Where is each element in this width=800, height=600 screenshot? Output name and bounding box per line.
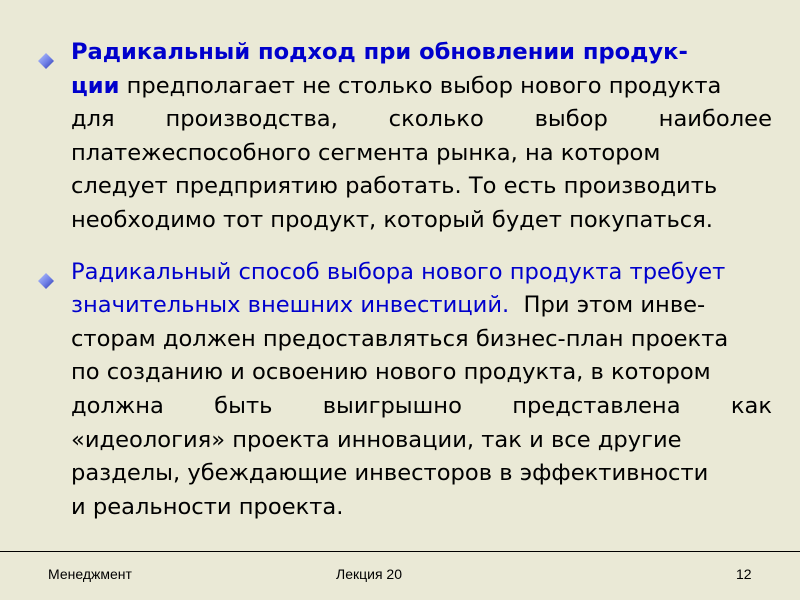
bullet-item bbox=[37, 36, 772, 238]
bullet-body-text: сторам должен предоставляться бизнес-план проекта bbox=[71, 325, 729, 352]
diamond-bullet-icon bbox=[38, 46, 54, 62]
bullet-body-text: следует предприятию работать. То есть производить bbox=[71, 173, 718, 200]
bullet-emphasis: Радикальный подход при обновлении продук- bbox=[71, 39, 688, 65]
bullet-text-line bbox=[71, 491, 772, 525]
footer-page-number: 12 bbox=[736, 566, 752, 582]
bullet-body-text: «идеология» проекта инновации, так и все другие bbox=[71, 426, 682, 453]
bullet-text-line bbox=[71, 70, 772, 104]
bullet-text-line bbox=[71, 390, 772, 424]
bullet-body-text: по созданию и освоению нового продукта, в котором bbox=[71, 359, 711, 386]
bullet-body-text: должна быть выигрышно представлена как bbox=[71, 392, 772, 419]
diamond-bullet-icon bbox=[38, 266, 54, 282]
footer-divider bbox=[0, 551, 800, 552]
bullet-text-line bbox=[71, 137, 772, 171]
bullet-emphasis: ции bbox=[71, 72, 120, 99]
footer-course-title: Менеджмент bbox=[48, 566, 132, 582]
bullet-text-line bbox=[71, 323, 772, 357]
bullet-text-line bbox=[71, 36, 772, 70]
bullet-text-line bbox=[71, 457, 772, 491]
bullet-text-line bbox=[71, 356, 772, 390]
bullet-highlight: Радикальный способ выбора нового продукта требует bbox=[71, 258, 726, 285]
bullet-text-line bbox=[71, 289, 772, 323]
bullet-body-text: При этом инве- bbox=[509, 292, 706, 319]
bullet-body-text: для производства, сколько выбор наиболее bbox=[71, 106, 772, 133]
bullet-text-line bbox=[71, 103, 772, 137]
bullet-item bbox=[37, 256, 772, 525]
bullet-body-text: и реальности проекта. bbox=[71, 493, 344, 520]
bullet-text-line bbox=[71, 256, 772, 290]
bullet-body-text: разделы, убеждающие инвесторов в эффективности bbox=[71, 460, 709, 487]
bullet-body-text: платежеспособного сегмента рынка, на котором bbox=[71, 139, 661, 166]
bullet-highlight: значительных внешних инвестиций. bbox=[71, 292, 510, 319]
bullet-text-line bbox=[71, 170, 772, 204]
bullet-list bbox=[37, 36, 772, 524]
bullet-text-line bbox=[71, 204, 772, 238]
bullet-body-text: предполагает не столько выбор нового продукта bbox=[119, 72, 722, 99]
bullet-body-text: необходимо тот продукт, который будет покупаться. bbox=[71, 206, 713, 233]
footer-lecture-label: Лекция 20 bbox=[336, 566, 402, 582]
bullet-text-line bbox=[71, 424, 772, 458]
